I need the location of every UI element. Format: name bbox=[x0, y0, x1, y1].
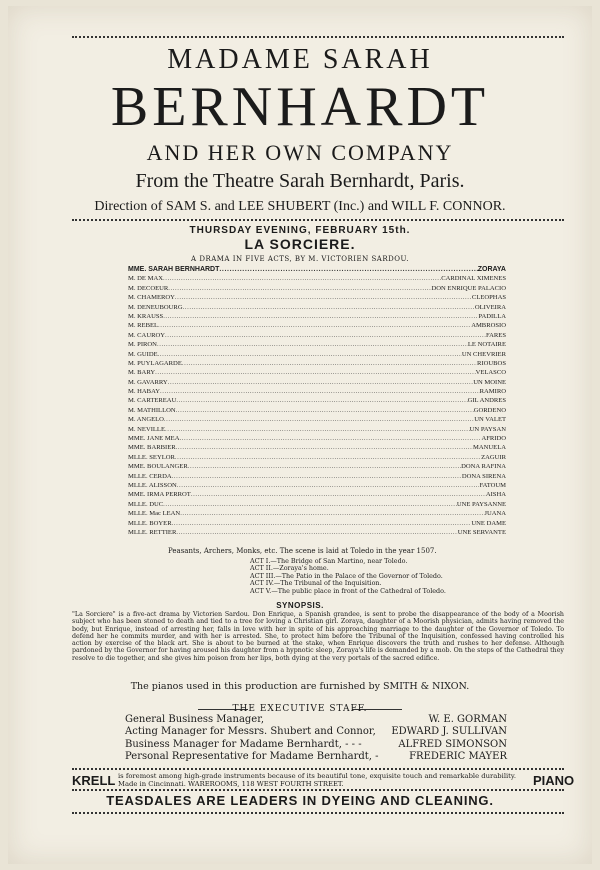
dot-leader bbox=[177, 481, 480, 490]
cast-role: MANUELA bbox=[473, 444, 506, 452]
cast-role: AISHA bbox=[485, 491, 506, 499]
cast-actor: M. BARY bbox=[128, 369, 156, 377]
dot-leader bbox=[157, 340, 468, 349]
staff-row bbox=[125, 739, 507, 751]
cast-actor: MLLE. BOYER bbox=[128, 519, 172, 527]
cast-actor: M. CHAMEROY bbox=[128, 294, 175, 302]
dot-leader bbox=[176, 406, 474, 415]
cast-role: FATOUM bbox=[479, 481, 506, 489]
dot-leader bbox=[175, 453, 481, 462]
dot-leader bbox=[168, 284, 431, 293]
cast-actor: M. MATHILLON bbox=[128, 406, 176, 414]
header-dotted-rule bbox=[72, 219, 564, 221]
cast-actor: M. DENEUBOURG bbox=[128, 303, 183, 311]
staff-name: ALFRED SIMONSON bbox=[398, 738, 507, 750]
cast-actor: MME. BOULANGER bbox=[128, 463, 188, 471]
dot-leader bbox=[155, 368, 475, 377]
act-line: ACT V.—The public place in front of the Cathedral of Toledo. bbox=[250, 586, 446, 595]
ad-dotted-rule bbox=[72, 768, 564, 770]
cast-actor: MLLE. CERDA bbox=[128, 472, 172, 480]
cast-role: OLIVEIRA bbox=[474, 303, 506, 311]
dot-leader bbox=[163, 274, 441, 283]
dot-leader bbox=[172, 519, 472, 528]
cast-row bbox=[128, 265, 506, 274]
cast-row bbox=[128, 378, 506, 387]
cast-role: GIL ANDRES bbox=[467, 397, 506, 405]
cast-row bbox=[128, 528, 506, 537]
header-bernhardt: BERNHARDT bbox=[110, 76, 490, 138]
dot-leader bbox=[176, 528, 457, 537]
cast-actor: M. GAVARRY bbox=[128, 378, 168, 386]
cast-role: AFRIDO bbox=[481, 435, 506, 443]
cast-row bbox=[128, 293, 506, 302]
dot-leader bbox=[172, 472, 462, 481]
ad-dotted-rule-2 bbox=[72, 789, 564, 791]
top-dotted-rule bbox=[72, 36, 564, 38]
dot-leader bbox=[179, 434, 481, 443]
cast-actor: MLLE. ALISSON bbox=[128, 481, 177, 489]
cast-role: UNE PAYSANNE bbox=[456, 500, 506, 508]
cast-row bbox=[128, 509, 506, 518]
header-direction: Direction of SAM S. and LEE SHUBERT (Inc.) and WILL F. CONNOR. bbox=[94, 199, 506, 214]
synopsis-heading: SYNOPSIS. bbox=[276, 601, 324, 610]
act-line: ACT I.—The Bridge of San Martino, near Toledo. bbox=[250, 557, 408, 565]
staff-row bbox=[125, 726, 507, 738]
cast-row bbox=[128, 434, 506, 443]
cast-row bbox=[128, 340, 506, 349]
cast-row bbox=[128, 472, 506, 481]
pianos-credit: The pianos used in this production are furnished by SMITH & NIXON. bbox=[130, 681, 470, 692]
dot-leader bbox=[175, 293, 472, 302]
performance-date: THURSDAY EVENING, FEBRUARY 15th. bbox=[189, 225, 411, 236]
cast-actor: MME. JANE MEA bbox=[128, 435, 180, 443]
cast-actor: M. CARTEREAU bbox=[128, 397, 177, 405]
cast-actor: M. DECOEUR bbox=[128, 284, 169, 292]
dot-leader bbox=[180, 509, 484, 518]
cast-actor: MME. IRMA PERROT bbox=[128, 491, 191, 499]
act-line: ACT IV.—The Tribunal of the Inquisition. bbox=[250, 579, 382, 588]
cast-role: ZAGUIR bbox=[481, 453, 506, 461]
cast-role: CLEOPHAS bbox=[471, 294, 506, 302]
dot-leader bbox=[165, 425, 470, 434]
staff-role: Business Manager for Madame Bernhardt, - - - bbox=[125, 738, 362, 750]
cast-role: UNE SERVANTE bbox=[457, 528, 506, 536]
cast-actor: MME. SARAH BERNHARDT bbox=[128, 266, 220, 273]
dot-leader bbox=[176, 396, 467, 405]
staff-role: Personal Representative for Madame Bernhardt, - bbox=[125, 751, 379, 763]
cast-role: DONA SIRENA bbox=[461, 472, 506, 480]
cast-role: LE NOTAIRE bbox=[467, 341, 506, 349]
dot-leader bbox=[188, 462, 461, 471]
dot-leader bbox=[183, 303, 475, 312]
dot-leader bbox=[168, 378, 474, 387]
cast-row bbox=[128, 500, 506, 509]
header-from: From the Theatre Sarah Bernhardt, Paris. bbox=[135, 170, 465, 192]
header-company: AND HER OWN COMPANY bbox=[146, 140, 454, 165]
staff-name: W. E. GORMAN bbox=[428, 714, 507, 725]
piano-word: PIANO bbox=[533, 773, 575, 788]
bottom-dotted-rule bbox=[72, 812, 564, 814]
cast-role: PADILLA bbox=[478, 312, 506, 320]
dot-leader bbox=[219, 265, 477, 274]
cast-role: UN PAYSAN bbox=[469, 425, 506, 433]
staff-role: Acting Manager for Messrs. Shubert and Connor, bbox=[125, 726, 376, 738]
cast-row bbox=[128, 284, 506, 293]
dot-leader bbox=[163, 500, 457, 509]
staff-row bbox=[125, 714, 507, 726]
dot-leader bbox=[165, 331, 486, 340]
krell-brand: KRELL bbox=[72, 773, 116, 788]
cast-row bbox=[128, 331, 506, 340]
teasdales-ad: TEASDALES ARE LEADERS IN DYEING AND CLEANING. bbox=[106, 793, 494, 808]
performance-subtitle: A DRAMA IN FIVE ACTS, BY M. VICTORIEN SARDOU. bbox=[191, 255, 409, 263]
cast-actor: MME. BARBIER bbox=[128, 444, 176, 452]
dot-leader bbox=[182, 359, 477, 368]
cast-role: GORDENO bbox=[473, 406, 506, 414]
cast-actor: M. HABAY bbox=[128, 388, 160, 396]
cast-role: UN CHEVRIER bbox=[461, 350, 506, 358]
cast-row bbox=[128, 368, 506, 377]
cast-row bbox=[128, 303, 506, 312]
cast-row bbox=[128, 387, 506, 396]
dot-leader bbox=[158, 350, 462, 359]
cast-row bbox=[128, 406, 506, 415]
staff-name: EDWARD J. SULLIVAN bbox=[391, 726, 507, 738]
staff-role: General Business Manager, bbox=[125, 714, 265, 725]
cast-row bbox=[128, 312, 506, 321]
cast-row bbox=[128, 359, 506, 368]
cast-row bbox=[128, 321, 506, 330]
cast-row bbox=[128, 462, 506, 471]
dot-leader bbox=[191, 490, 486, 499]
dot-leader bbox=[176, 443, 473, 452]
act-line: ACT III.—The Patio in the Palace of the Governor of Toledo. bbox=[250, 571, 443, 580]
staff-heading: THE EXECUTIVE STAFF. bbox=[232, 704, 368, 714]
cast-role: UN MOINE bbox=[473, 378, 506, 386]
cast-actor: M. KRAUSS bbox=[128, 312, 164, 320]
cast-role: ZORAYA bbox=[477, 266, 506, 273]
synopsis-text: "La Sorciere" is a five-act drama by Victorien Sardou. Don Enrique, a Spanish grandee, is sent to probe the disappearance of the body of a Moorish subject who has been stoned to death and tied to a tree for loving a Christian girl. Zoraya, daughter of a Moorish physician, admits having removed the body, but Enrique, instead of arresting her, falls in love with her in spite of his approaching marriage to the daughter of the Governor of Toledo. To defend her he commits murder, and with her is arrested. She, to protect him before the Tribunal of the Inquisition, confessed having controlled his action by exercise of the black art. She is about to be burned at the stake, when Enrique discovers the truth and rushes to her defense. Although pardoned by the Governor for having aroused his daughter from a hypnotic sleep, Zoraya's life is demanded by a mob. On the steps of the Cathedral they resolve to die together, and she gives him poison from her lips, both dying at the very portals of the sacred edifice. bbox=[72, 611, 564, 662]
cast-row bbox=[128, 396, 506, 405]
acts-list bbox=[250, 558, 446, 595]
cast-row bbox=[128, 350, 506, 359]
cast-actor: MLLE. SEYLOR bbox=[128, 453, 175, 461]
cast-actor: MLLE. DUC bbox=[128, 500, 164, 508]
cast-actor: M. ANGELO bbox=[128, 416, 164, 424]
cast-role: AMBROSIO bbox=[471, 322, 506, 330]
cast-row bbox=[128, 415, 506, 424]
cast-row bbox=[128, 453, 506, 462]
cast-actor: M. PUYLAGARDE bbox=[128, 359, 182, 367]
cast-role: VELASCO bbox=[475, 369, 506, 377]
staff-row bbox=[125, 751, 507, 763]
cast-row bbox=[128, 481, 506, 490]
cast-actor: M. NEVILLE bbox=[128, 425, 165, 433]
cast-row bbox=[128, 490, 506, 499]
cast-actor: M. GUIDE bbox=[128, 350, 158, 358]
cast-role: RAMIRO bbox=[479, 388, 506, 396]
cast-row bbox=[128, 274, 506, 283]
cast-role: JUANA bbox=[484, 510, 506, 518]
staff-list bbox=[125, 714, 507, 764]
cast-actor: MLLE. RETTIER bbox=[128, 528, 177, 536]
cast-row bbox=[128, 425, 506, 434]
dot-leader bbox=[158, 321, 471, 330]
dot-leader bbox=[164, 415, 474, 424]
cast-role: RIOUBOS bbox=[477, 359, 506, 367]
scene-note: Peasants, Archers, Monks, etc. The scene is laid at Toledo in the year 1507. bbox=[168, 547, 437, 555]
staff-name: FREDERIC MAYER bbox=[409, 751, 507, 763]
cast-actor: M. REBEL bbox=[128, 322, 159, 330]
cast-actor: M. CAUROY bbox=[128, 331, 166, 339]
cast-role: UNE DAME bbox=[471, 519, 506, 527]
cast-actor: M. DE MAX bbox=[128, 275, 163, 283]
cast-role: DONA RAFINA bbox=[461, 463, 506, 471]
cast-row bbox=[128, 519, 506, 528]
cast-role: FARES bbox=[485, 331, 506, 339]
performance-title: LA SORCIERE. bbox=[244, 236, 356, 252]
krell-ad-text: is foremost among high-grade instruments because of its beautiful tone, exquisite touch and remarkable durability. Made in Cincinnati. WAREROOMS, 118 WEST FOURTH STREET. bbox=[118, 772, 517, 788]
cast-role: CARDINAL XIMENES bbox=[441, 275, 506, 283]
cast-actor: MLLE. Mac LEAN bbox=[128, 510, 181, 518]
dot-leader bbox=[160, 387, 480, 396]
cast-actor: M. PIRON bbox=[128, 341, 157, 349]
header-line-1: MADAME SARAH bbox=[167, 44, 433, 75]
act-line: ACT II.—Zoraya's home. bbox=[250, 564, 329, 573]
cast-role: DON ENRIQUE PALACIO bbox=[431, 284, 506, 292]
cast-list bbox=[128, 265, 506, 537]
cast-row bbox=[128, 443, 506, 452]
dot-leader bbox=[163, 312, 478, 321]
cast-role: UN VALET bbox=[474, 416, 506, 424]
